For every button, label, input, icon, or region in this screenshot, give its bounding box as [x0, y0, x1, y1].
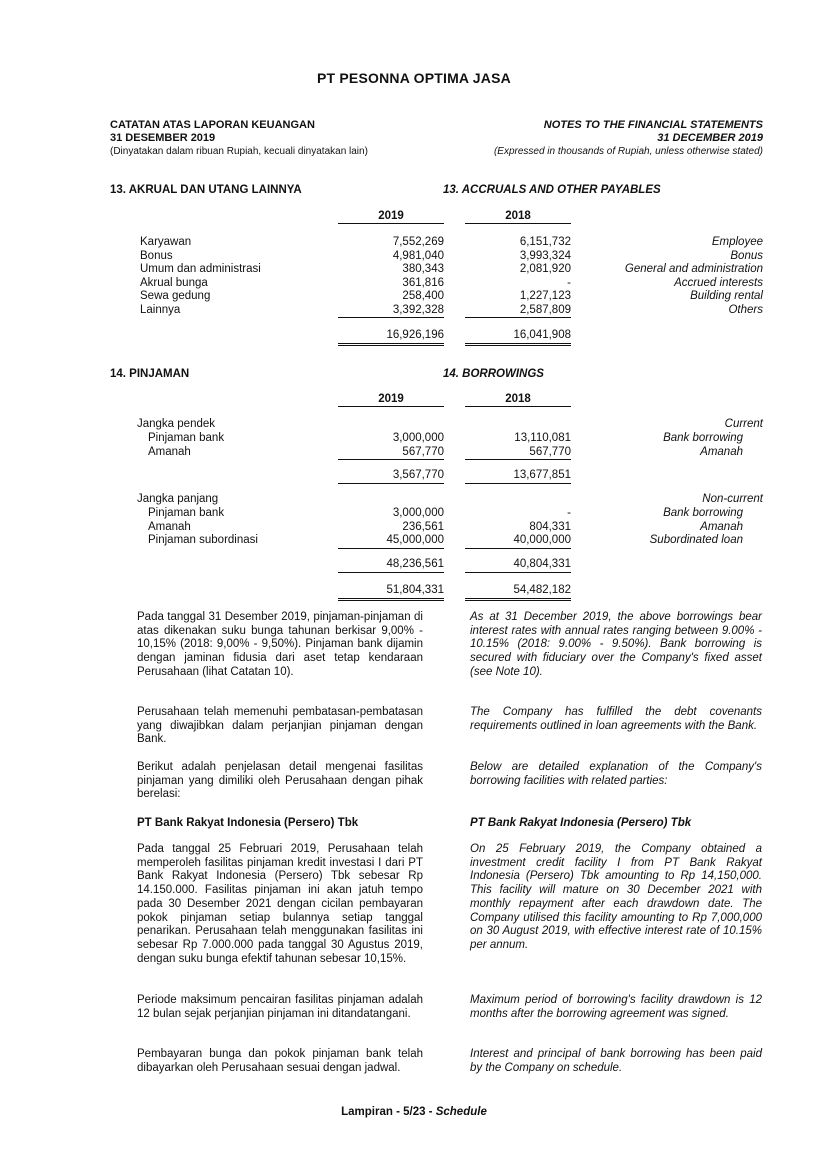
- row-label-id: Lainnya: [140, 303, 181, 316]
- company-title: PT PESONNA OPTIMA JASA: [317, 70, 511, 86]
- table-row: [148, 534, 743, 548]
- row-value-2019: 236,561: [402, 520, 444, 533]
- row-label-id: Pinjaman subordinasi: [148, 534, 258, 546]
- current-total-2019: 3,567,770: [338, 469, 444, 484]
- header-en-title: NOTES TO THE FINANCIAL STATEMENTS: [543, 119, 763, 131]
- footer-schedule: Schedule: [435, 1106, 487, 1118]
- table-row: [148, 432, 743, 446]
- page-footer: [0, 1106, 828, 1118]
- noncurrent-total-2019: 48,236,561: [338, 558, 444, 573]
- paragraph-1-id: Pada tanggal 31 Desember 2019, pinjaman-pinjaman di atas dikenakan suku bunga tahunan berkisar 9,00% - 10,15% (2018: 9,00% - 9,50%). Pinjaman bank dijamin dengan jaminan fidusia dari aset tetap kendaraan Perusahaan (lihat Catatan 10).: [137, 611, 423, 678]
- note13-total-2019: 16,926,196: [338, 329, 444, 346]
- table-row: [140, 250, 763, 264]
- table-row: [140, 277, 763, 291]
- row-label-en: Bonus: [730, 249, 763, 262]
- note14-heading-id: 14. PINJAMAN: [110, 368, 190, 380]
- paragraph-5-id: Periode maksimum pencairan fasilitas pinjaman adalah 12 bulan sejak perjanjian pinjaman ini ditandatangani.: [137, 994, 423, 1020]
- row-value-2018: 6,151,732: [519, 236, 571, 248]
- noncurrent-label-id: Jangka panjang: [137, 493, 219, 505]
- paragraph-3-id: Berikut adalah penjelasan detail mengenai fasilitas pinjaman yang dimiliki oleh Perusahaan dengan pihak berelasi:: [137, 761, 423, 801]
- row-value-2018: 2,587,809: [465, 304, 571, 319]
- row-label-id: Akrual bunga: [140, 276, 208, 289]
- row-value-2019: 380,343: [402, 263, 444, 275]
- row-label-en: Accrued interests: [674, 276, 763, 289]
- row-label-id: Karyawan: [140, 236, 192, 248]
- row-value-2018: -: [567, 276, 571, 289]
- header-id: [110, 119, 430, 158]
- header-id-date: 31 DESEMBER 2019: [110, 132, 216, 144]
- note13-table: [140, 236, 763, 317]
- grand-total-2019: 51,804,331: [338, 584, 444, 601]
- bri-heading-en: PT Bank Rakyat Indonesia (Persero) Tbk: [470, 817, 692, 829]
- header-en-date: 31 DECEMBER 2019: [657, 132, 763, 144]
- row-label-en: Amanah: [700, 520, 743, 533]
- table-row: [140, 304, 763, 318]
- note13-heading-id: 13. AKRUAL DAN UTANG LAINNYA: [110, 184, 302, 196]
- header-id-title: CATATAN ATAS LAPORAN KEUANGAN: [110, 119, 315, 131]
- header-en: [420, 119, 763, 158]
- note14-col-2018: 2018: [465, 393, 571, 407]
- table-row: [140, 290, 763, 304]
- row-label-en: Bank borrowing: [663, 432, 743, 444]
- note14-col-2019: 2019: [338, 393, 444, 407]
- bri-heading-id: PT Bank Rakyat Indonesia (Persero) Tbk: [137, 817, 359, 829]
- paragraph-6-en: Interest and principal of bank borrowing has been paid by the Company on schedule.: [470, 1048, 762, 1074]
- row-value-2018: 40,000,000: [465, 534, 571, 549]
- row-value-2018: 804,331: [529, 520, 571, 533]
- row-label-en: Subordinated loan: [649, 534, 743, 546]
- row-value-2018: 13,110,081: [514, 432, 571, 444]
- note14-heading-en: 14. BORROWINGS: [443, 368, 544, 380]
- row-value-2019: 7,552,269: [392, 236, 444, 248]
- row-label-id: Pinjaman bank: [148, 507, 225, 519]
- row-label-id: Sewa gedung: [140, 290, 211, 302]
- row-label-en: Bank borrowing: [663, 507, 743, 519]
- current-total-2018: 13,677,851: [465, 469, 571, 484]
- table-row: [140, 263, 763, 277]
- row-label-id: Umum dan administrasi: [140, 263, 261, 275]
- table-row: [148, 507, 743, 521]
- paragraph-5-en: Maximum period of borrowing's facility drawdown is 12 months after the borrowing agreement was signed.: [470, 994, 762, 1020]
- table-row: [148, 446, 743, 460]
- note13-col-2018: 2018: [465, 210, 571, 224]
- row-value-2018: 3,993,324: [519, 249, 571, 262]
- footer-page: Lampiran - 5/23 -: [341, 1106, 433, 1118]
- table-row: [140, 236, 763, 250]
- row-value-2018: 567,770: [465, 446, 571, 461]
- paragraph-4-en: On 25 February 2019, the Company obtained a investment credit facility I from PT Bank Rakyat Indonesia (Persero) Tbk amounting to Rp 14,150,000. This facility will mature on 30 December 2021 with monthly repayment after each drawdown date. The Company utilised this facility amounting to Rp 7,000,000 on 30 August 2019, with effective interest rate of 10.15% per annum.: [470, 843, 762, 951]
- row-label-en: Building rental: [690, 290, 763, 302]
- row-value-2019: 361,816: [402, 276, 444, 289]
- row-label-en: Others: [728, 303, 763, 316]
- noncurrent-total-2018: 40,804,331: [465, 558, 571, 573]
- row-value-2019: 45,000,000: [338, 534, 444, 549]
- row-value-2019: 3,392,328: [338, 304, 444, 319]
- row-label-id: Pinjaman bank: [148, 432, 225, 444]
- current-label-en: Current: [724, 418, 763, 430]
- paragraph-4-id: Pada tanggal 25 Februari 2019, Perusahaan telah memperoleh fasilitas pinjaman kredit investasi I dari PT Bank Rakyat Indonesia (Persero) Tbk sebesar Rp 14.150.000. Fasilitas pinjaman ini akan jatuh tempo pada 30 Desember 2021 dengan cicilan pembayaran pokok pinjaman setiap bulannya setiap tanggal penarikan. Perusahaan telah menggunakan fasilitas ini sebesar Rp 7.000.000 pada tanggal 30 Agustus 2019, dengan suku bunga efektif tahunan sebesar 10,15%.: [137, 843, 423, 965]
- paragraph-2-id: Perusahaan telah memenuhi pembatasan-pembatasan yang diwajibkan dalam perjanjian pinjaman dengan Bank.: [137, 706, 423, 746]
- paragraph-1-en: As at 31 December 2019, the above borrowings bear interest rates with annual rates ranging between 9.00% - 10.15% (2018: 9.00% - 9.50%). Bank borrowing is secured with fiduciary over the Company's fixed asset (see Note 10).: [470, 611, 762, 678]
- row-value-2019: 258,400: [402, 290, 444, 302]
- row-value-2018: -: [567, 507, 571, 519]
- note14-current-table: [148, 432, 743, 459]
- row-label-id: Bonus: [140, 249, 173, 262]
- note13-heading-en: 13. ACCRUALS AND OTHER PAYABLES: [443, 184, 661, 196]
- table-row: [148, 521, 743, 535]
- note14-noncurrent-table: [148, 507, 743, 548]
- row-label-id: Amanah: [148, 520, 191, 533]
- note13-total-2018: 16,041,908: [465, 329, 571, 346]
- grand-total-2018: 54,482,182: [465, 584, 571, 601]
- row-value-2019: 567,770: [338, 446, 444, 461]
- row-value-2018: 1,227,123: [519, 290, 571, 302]
- paragraph-6-id: Pembayaran bunga dan pokok pinjaman bank telah dibayarkan oleh Perusahaan sesuai dengan jadwal.: [137, 1048, 423, 1074]
- row-label-en: General and administration: [624, 263, 763, 275]
- row-label-en: Employee: [711, 236, 763, 248]
- row-value-2018: 2,081,920: [519, 263, 571, 275]
- header-en-note: (Expressed in thousands of Rupiah, unless otherwise stated): [493, 146, 763, 157]
- paragraph-2-en: The Company has fulfilled the debt covenants requirements outlined in loan agreements with the Bank.: [470, 706, 762, 732]
- noncurrent-label-en: Non-current: [702, 493, 763, 505]
- row-value-2019: 4,981,040: [392, 249, 444, 262]
- row-value-2019: 3,000,000: [392, 507, 444, 519]
- row-value-2019: 3,000,000: [392, 432, 444, 444]
- header-id-note: (Dinyatakan dalam ribuan Rupiah, kecuali dinyatakan lain): [110, 146, 368, 157]
- current-label-id: Jangka pendek: [137, 418, 216, 430]
- row-label-en: Amanah: [700, 445, 743, 458]
- row-label-id: Amanah: [148, 445, 191, 458]
- paragraph-3-en: Below are detailed explanation of the Company's borrowing facilities with related parties:: [470, 761, 762, 787]
- note13-col-2019: 2019: [338, 210, 444, 224]
